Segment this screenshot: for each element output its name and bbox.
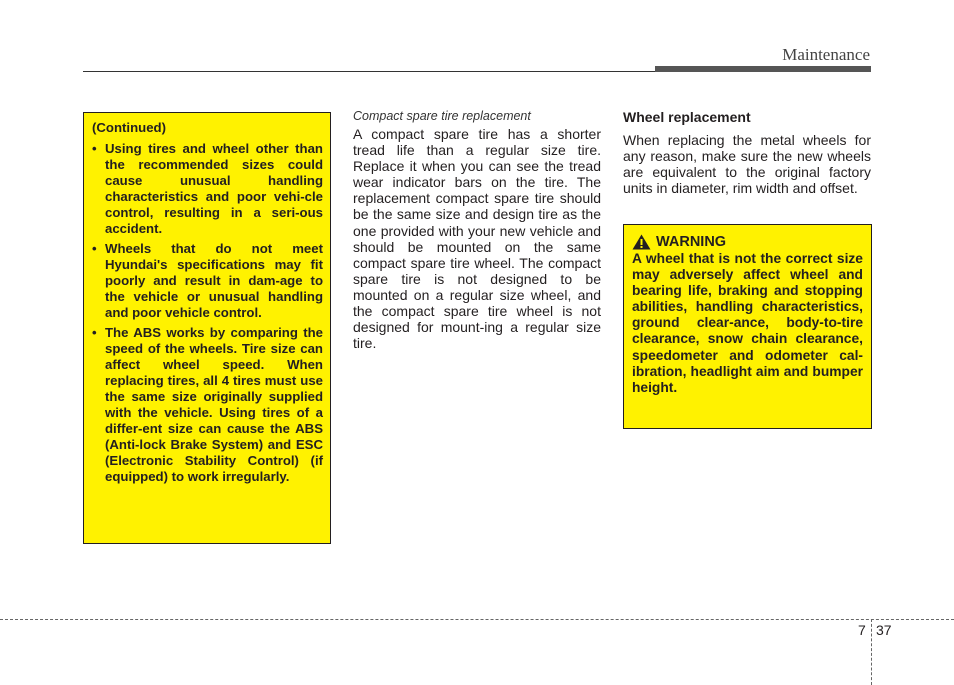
footer-rule bbox=[0, 619, 954, 620]
continued-label: (Continued) bbox=[92, 120, 166, 135]
bullet-icon: • bbox=[92, 325, 97, 340]
caution-item-text: Wheels that do not meet Hyundai's specifications may fit poorly and result in dam-age to the vehicle or unusual handling and poor vehicle control. bbox=[105, 241, 323, 320]
wheel-replacement-body: When replacing the metal wheels for any reason, make sure the new wheels are equivalent to the original factory units in diameter, rim width and offset. bbox=[623, 132, 871, 197]
compact-spare-subheading: Compact spare tire replacement bbox=[353, 109, 531, 123]
warning-text: A wheel that is not the correct size may adversely affect wheel and bearing life, braking and stopping abilities, handling characteristics, ground clear-ance, body-to-tire clearance, snow chain clearance, speedometer and odometer cal-ibration, headlight aim and bumper height. bbox=[632, 251, 863, 395]
wheel-replacement-section bbox=[623, 108, 871, 196]
header-bar bbox=[655, 66, 871, 72]
warning-box bbox=[623, 224, 872, 429]
warning-title: WARNING bbox=[656, 234, 727, 250]
caution-item-text: Using tires and wheel other than the recommended sizes could cause unusual handling characteristics and poor vehi-cle control, resulting in a seri-ous accident. bbox=[105, 141, 323, 236]
caution-item bbox=[92, 141, 323, 237]
compact-spare-body: A compact spare tire has a shorter tread life than a regular size tire. Replace it when you can see the tread wear indicator bars on the tire. The replacement compact spare tire should be the same size and design tire as the one provided with your new vehicle and should be mounted on the same compact spare tire wheel. The compact spare tire is not designed to be mounted on a regular size wheel, and the compact spare tire wheel is not designed for mount-ing a regular size tire. bbox=[353, 126, 601, 352]
wheel-replacement-heading: Wheel replacement bbox=[623, 109, 751, 125]
warning-header bbox=[632, 234, 863, 250]
caution-list bbox=[92, 141, 323, 485]
header-rule bbox=[83, 71, 655, 72]
page-number: 37 bbox=[876, 622, 892, 638]
compact-spare-section bbox=[353, 108, 601, 351]
chapter-number: 7 bbox=[858, 622, 866, 638]
footer-divider bbox=[871, 619, 872, 685]
bullet-icon: • bbox=[92, 241, 97, 256]
caution-item bbox=[92, 325, 323, 485]
caution-item-text: The ABS works by comparing the speed of the wheels. Tire size can affect wheel speed. When replacing tires, all 4 tires must use the same size originally supplied with the vehicle. Using tires of a differ-ent size can cause the ABS (Anti-lock Brake System) and ESC (Electronic Stability Control) (if equipped) to work irregularly. bbox=[105, 325, 323, 484]
caution-item bbox=[92, 241, 323, 321]
bullet-icon: • bbox=[92, 141, 97, 156]
section-title: Maintenance bbox=[782, 45, 870, 64]
caution-box bbox=[83, 112, 331, 544]
warning-triangle-icon bbox=[632, 234, 651, 250]
